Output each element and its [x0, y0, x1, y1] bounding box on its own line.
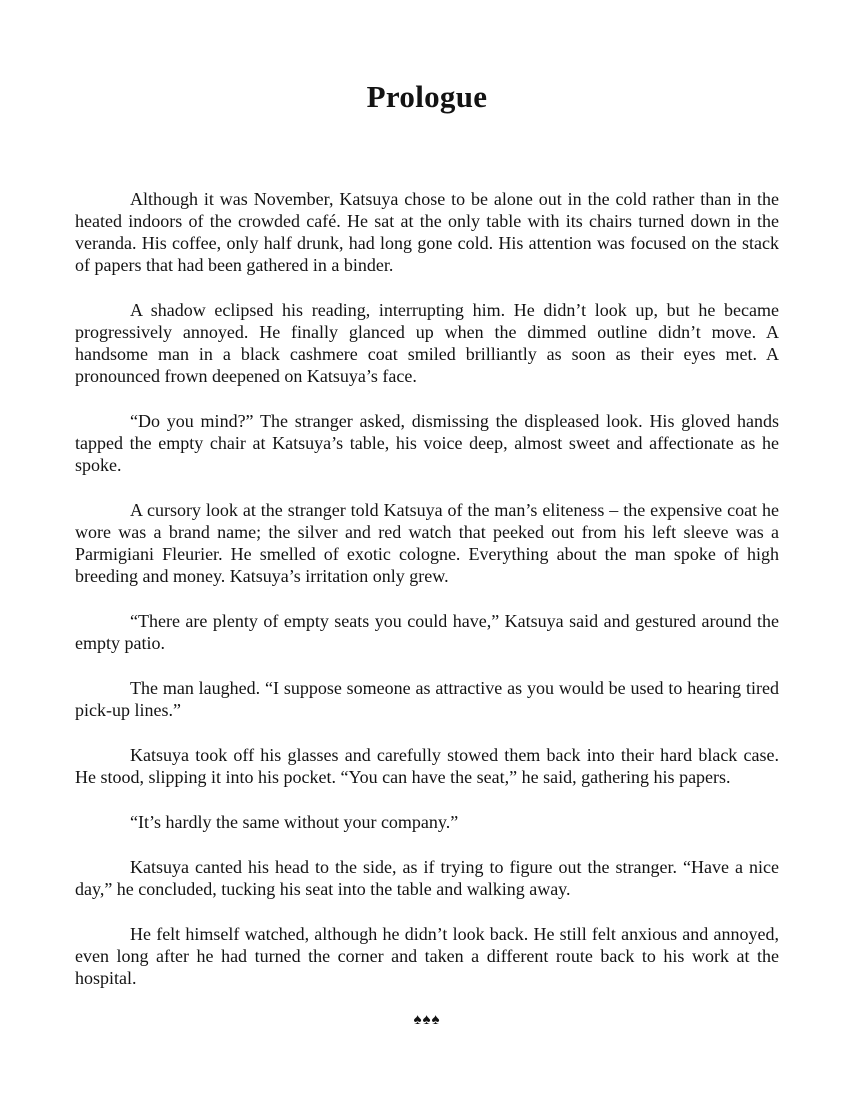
paragraph-10: He felt himself watched, although he didn’t look back. He still felt anxious and annoyed, even long after he had turned the corner and taken a different route back to his work at the hospital. — [75, 924, 779, 988]
paragraph-1: Although it was November, Katsuya chose to be alone out in the cold rather than in the heated indoors of the crowded café. He sat at the only table with its chairs turned down in the veranda. His coffee, only half drunk, had long gone cold. His attention was focused on the stack of papers that had been gathered in a binder. — [75, 189, 779, 275]
paragraph-8: “It’s hardly the same without your company.” — [130, 812, 459, 832]
paragraph-2: A shadow eclipsed his reading, interrupting him. He didn’t look up, but he became progressively annoyed. He finally glanced up when the dimmed outline didn’t move. A handsome man in a black cashmere coat smiled brilliantly as soon as their eyes met. A pronounced frown deepened on Katsuya’s face. — [75, 300, 779, 386]
paragraph-9: Katsuya canted his head to the side, as if trying to figure out the stranger. “Have a nice day,” he concluded, tucking his seat into the table and walking away. — [75, 857, 779, 899]
paragraph-5: “There are plenty of empty seats you could have,” Katsuya said and gestured around the empty patio. — [75, 611, 779, 653]
paragraph-3: “Do you mind?” The stranger asked, dismissing the displeased look. His gloved hands tapped the empty chair at Katsuya’s table, his voice deep, almost sweet and affectionate as he spoke. — [75, 411, 779, 475]
paragraph-7: Katsuya took off his glasses and carefully stowed them back into their hard black case. He stood, slipping it into his pocket. “You can have the seat,” he said, gathering his papers. — [75, 745, 779, 787]
chapter-title: Prologue — [366, 79, 488, 114]
spades-scene-divider-icon: ♠♠♠ — [413, 1012, 441, 1028]
paragraph-4: A cursory look at the stranger told Katsuya of the man’s eliteness – the expensive coat he wore was a brand name; the silver and red watch that peeked out from his left sleeve was a Parmigiani Fleurier. He smelled of exotic cologne. Everything about the man spoke of high breeding and money. Katsuya’s irritation only grew. — [75, 500, 779, 586]
paragraph-6: The man laughed. “I suppose someone as attractive as you would be used to hearing tired pick-up lines.” — [75, 678, 779, 720]
